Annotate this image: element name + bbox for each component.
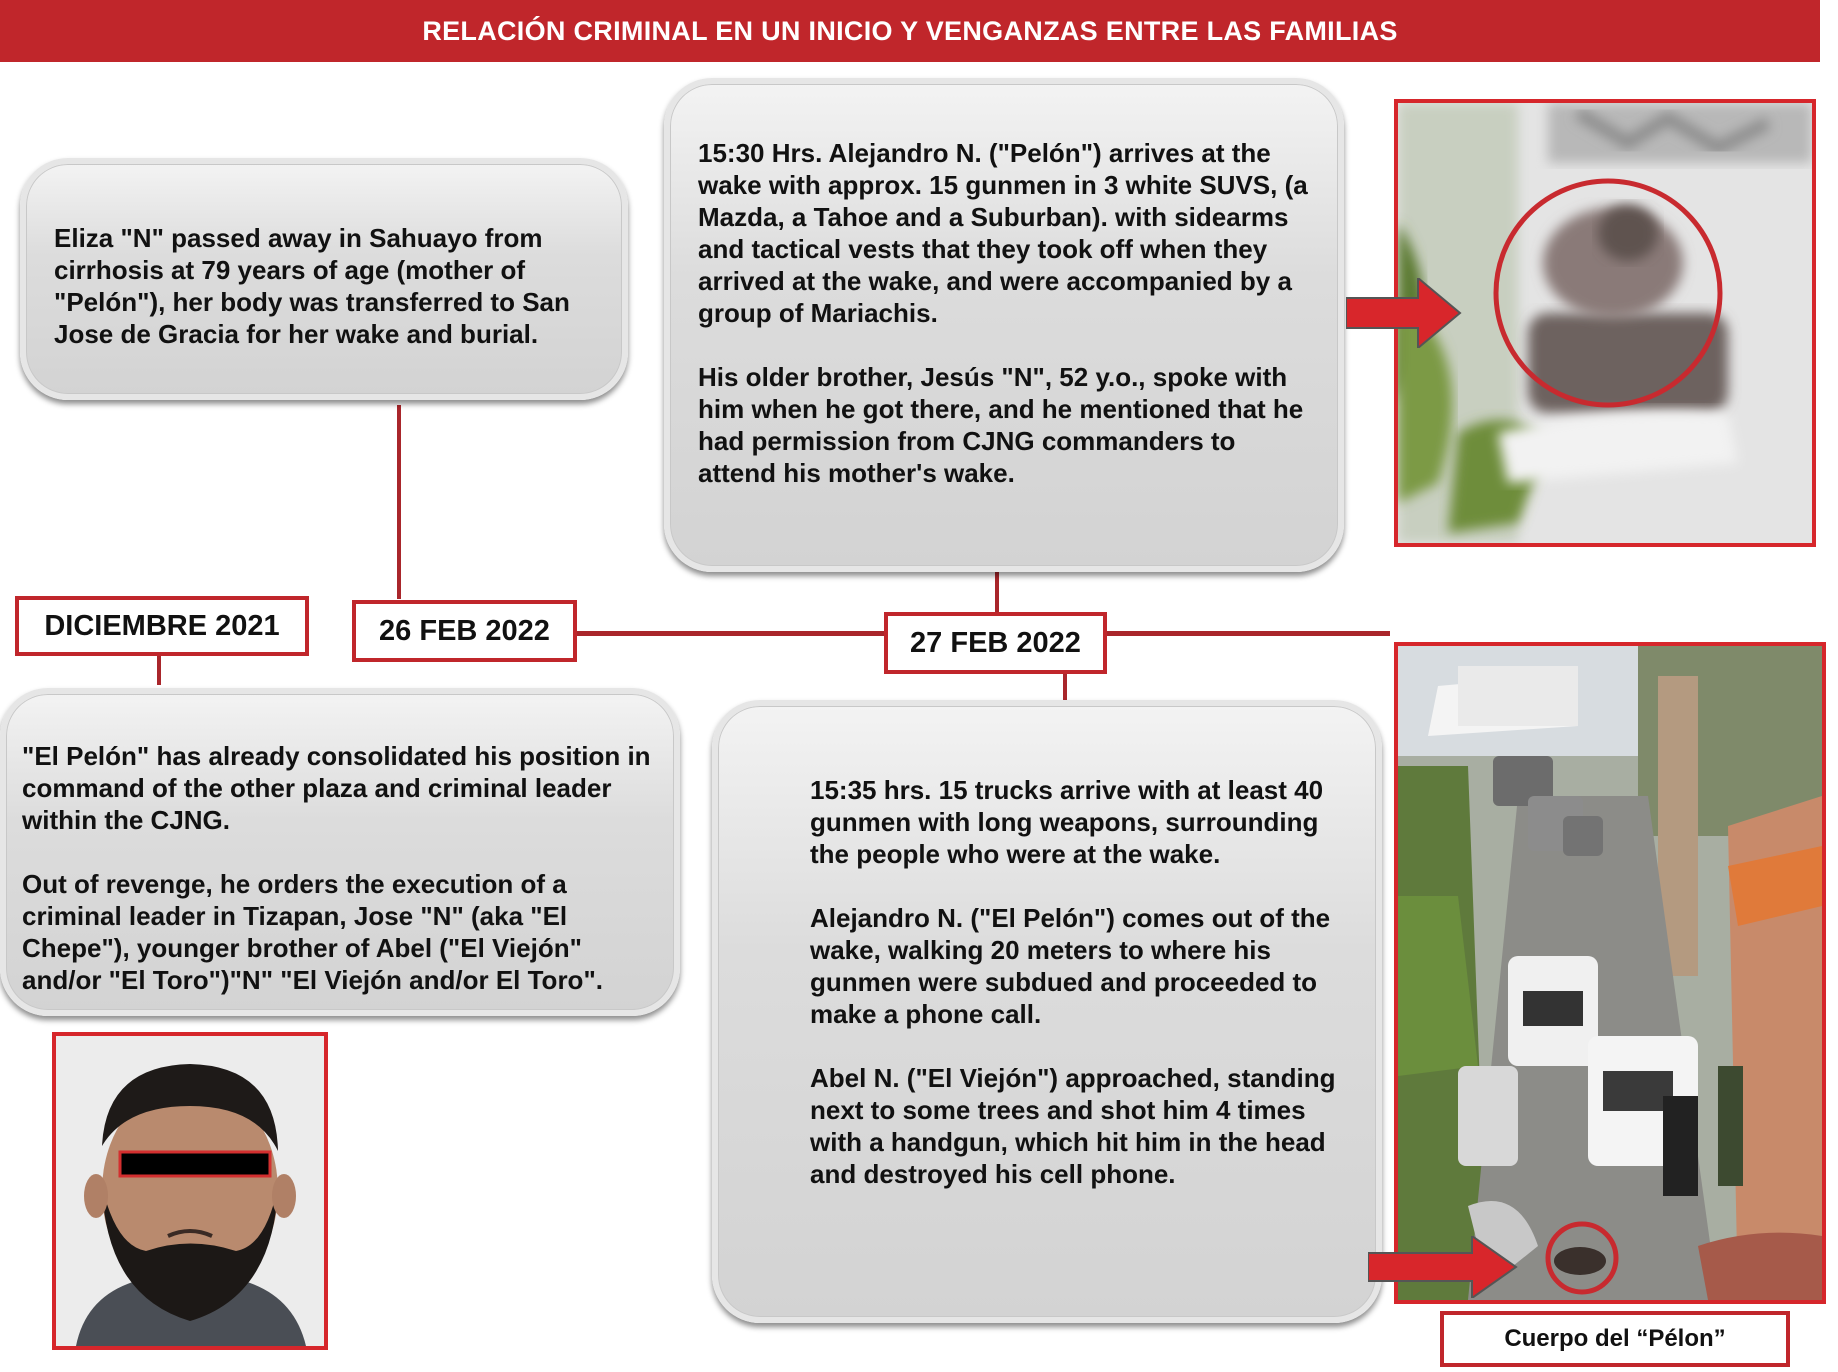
timeline-line bbox=[577, 631, 884, 636]
date-label-dec2021: DICIEMBRE 2021 bbox=[15, 596, 309, 656]
event-text: "El Pelón" has already consolidated his position in command of the other plaza and criminal leader within the CJNG. bbox=[22, 741, 651, 835]
date-label-feb27: 27 FEB 2022 bbox=[884, 612, 1107, 674]
date-label-feb26: 26 FEB 2022 bbox=[352, 600, 577, 662]
event-text: 15:35 hrs. 15 trucks arrive with at least 40 gunmen with long weapons, surrounding the people who were at the wake. bbox=[810, 775, 1324, 869]
connector-line bbox=[995, 570, 999, 615]
connector-line bbox=[397, 405, 401, 599]
event-text: Alejandro N. ("El Pelón") comes out of the wake, walking 20 meters to where his gunmen were subdued and proceeded to make a phone call. bbox=[810, 903, 1331, 1029]
event-text: His older brother, Jesús "N", 52 y.o., spoke with him when he got there, and he mentioned that he had permission from CJNG commanders to attend his mother's wake. bbox=[698, 362, 1304, 488]
event-dec2021-bubble bbox=[0, 688, 680, 1016]
event-text: Out of revenge, he orders the execution of a criminal leader in Tizapan, Jose "N" (aka "El Chepe"), younger brother of Abel ("El Viejón" and/or "El Toro")"N" "El Viejón and/or El Toro". bbox=[22, 869, 603, 995]
event-feb27-attack-bubble bbox=[712, 700, 1382, 1323]
connector-line bbox=[157, 655, 161, 685]
photo-caption: Cuerpo del “Pélon” bbox=[1440, 1311, 1790, 1367]
portrait-image bbox=[56, 1036, 324, 1346]
event-feb26-bubble bbox=[20, 158, 628, 400]
arrow-right-icon bbox=[1346, 278, 1462, 348]
suspect-portrait bbox=[52, 1032, 328, 1350]
surveillance-photo-crime-scene bbox=[1394, 642, 1826, 1304]
connector-line bbox=[1063, 672, 1067, 700]
timeline-line bbox=[1107, 631, 1390, 636]
arrow-right-icon bbox=[1368, 1236, 1518, 1298]
event-feb27-arrival-bubble bbox=[664, 78, 1344, 572]
page-title: RELACIÓN CRIMINAL EN UN INICIO Y VENGANZAS ENTRE LAS FAMILIAS bbox=[0, 0, 1820, 62]
street-scene-image bbox=[1398, 646, 1822, 1300]
event-text: Eliza "N" passed away in Sahuayo from cirrhosis at 79 years of age (mother of "Pelón"), her body was transferred to San Jose de Gracia for her wake and burial. bbox=[54, 223, 570, 349]
event-text: Abel N. ("El Viejón") approached, standing next to some trees and shot him 4 times with a handgun, which hit him in the head and destroyed his cell phone. bbox=[810, 1063, 1336, 1189]
event-text: 15:30 Hrs. Alejandro N. ("Pelón") arrives at the wake with approx. 15 gunmen in 3 white SUVS, (a Mazda, a Tahoe and a Suburban). with sidearms and tactical vests that they took off when they arrived at the wake, and were accompanied by a group of Mariachis. bbox=[698, 138, 1308, 328]
